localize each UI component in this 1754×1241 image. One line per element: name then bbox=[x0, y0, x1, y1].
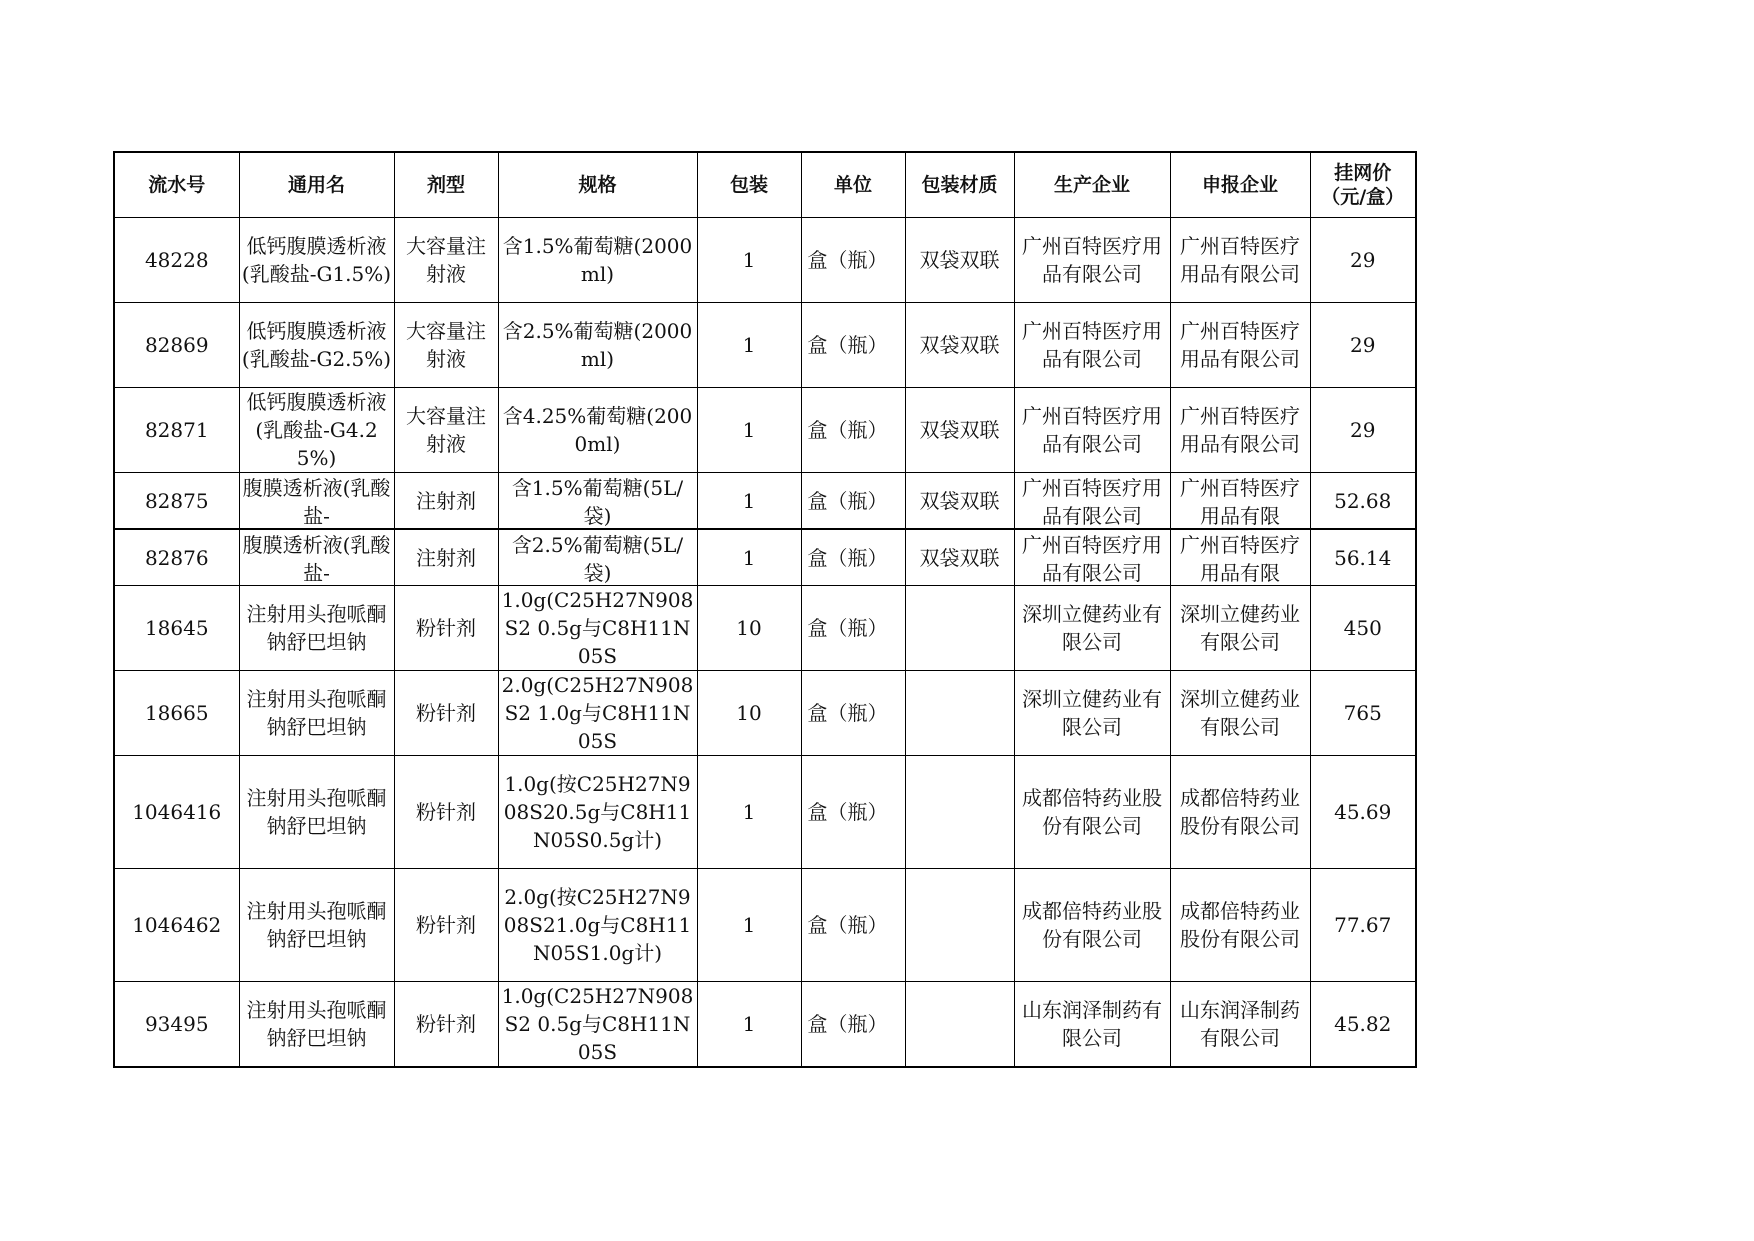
cell-applicant: 广州百特医疗用品有限 bbox=[1170, 473, 1310, 530]
cell-package: 1 bbox=[697, 303, 801, 388]
header-price: 挂网价（元/盒） bbox=[1310, 152, 1416, 218]
cell-manufacturer: 广州百特医疗用品有限公司 bbox=[1014, 303, 1170, 388]
cell-generic-name: 腹膜透析液(乳酸盐- bbox=[239, 529, 394, 586]
cell-manufacturer: 广州百特医疗用品有限公司 bbox=[1014, 388, 1170, 473]
cell-applicant: 广州百特医疗用品有限公司 bbox=[1170, 303, 1310, 388]
table-row bbox=[114, 982, 1416, 1068]
cell-package-material bbox=[905, 586, 1014, 671]
cell-manufacturer: 广州百特医疗用品有限公司 bbox=[1014, 473, 1170, 530]
cell-serial: 93495 bbox=[114, 982, 239, 1068]
table-row bbox=[114, 756, 1416, 869]
cell-specification: 含1.5%葡萄糖(5L/袋) bbox=[498, 473, 697, 530]
cell-specification: 2.0g(C25H27N908S2 1.0g与C8H11N05S bbox=[498, 671, 697, 756]
cell-applicant: 广州百特医疗用品有限 bbox=[1170, 529, 1310, 586]
cell-applicant: 成都倍特药业股份有限公司 bbox=[1170, 869, 1310, 982]
cell-price: 52.68 bbox=[1310, 473, 1416, 530]
cell-manufacturer: 成都倍特药业股份有限公司 bbox=[1014, 869, 1170, 982]
header-applicant: 申报企业 bbox=[1170, 152, 1310, 218]
cell-price: 29 bbox=[1310, 388, 1416, 473]
cell-package-material bbox=[905, 982, 1014, 1068]
cell-applicant: 成都倍特药业股份有限公司 bbox=[1170, 756, 1310, 869]
cell-unit: 盒（瓶） bbox=[801, 218, 905, 303]
cell-price: 45.82 bbox=[1310, 982, 1416, 1068]
drug-price-table bbox=[113, 151, 1417, 1068]
cell-dosage-form: 粉针剂 bbox=[394, 756, 498, 869]
cell-package-material: 双袋双联 bbox=[905, 218, 1014, 303]
cell-serial: 82871 bbox=[114, 388, 239, 473]
cell-unit: 盒（瓶） bbox=[801, 586, 905, 671]
cell-price: 450 bbox=[1310, 586, 1416, 671]
cell-serial: 1046462 bbox=[114, 869, 239, 982]
header-specification: 规格 bbox=[498, 152, 697, 218]
cell-serial: 82869 bbox=[114, 303, 239, 388]
header-serial: 流水号 bbox=[114, 152, 239, 218]
cell-package-material bbox=[905, 869, 1014, 982]
table-row bbox=[114, 671, 1416, 756]
cell-dosage-form: 大容量注射液 bbox=[394, 303, 498, 388]
cell-serial: 82875 bbox=[114, 473, 239, 530]
cell-package-material bbox=[905, 671, 1014, 756]
cell-dosage-form: 粉针剂 bbox=[394, 982, 498, 1068]
cell-manufacturer: 广州百特医疗用品有限公司 bbox=[1014, 529, 1170, 586]
cell-dosage-form: 大容量注射液 bbox=[394, 388, 498, 473]
cell-generic-name: 注射用头孢哌酮钠舒巴坦钠 bbox=[239, 982, 394, 1068]
cell-specification: 含4.25%葡萄糖(2000ml) bbox=[498, 388, 697, 473]
table-row bbox=[114, 473, 1416, 530]
cell-unit: 盒（瓶） bbox=[801, 473, 905, 530]
cell-serial: 1046416 bbox=[114, 756, 239, 869]
cell-generic-name: 低钙腹膜透析液(乳酸盐-G1.5%) bbox=[239, 218, 394, 303]
header-dosage-form: 剂型 bbox=[394, 152, 498, 218]
cell-package: 1 bbox=[697, 756, 801, 869]
table-row bbox=[114, 388, 1416, 473]
cell-specification: 含2.5%葡萄糖(5L/袋) bbox=[498, 529, 697, 586]
cell-serial: 18645 bbox=[114, 586, 239, 671]
cell-price: 45.69 bbox=[1310, 756, 1416, 869]
cell-dosage-form: 粉针剂 bbox=[394, 869, 498, 982]
cell-generic-name: 低钙腹膜透析液(乳酸盐-G4.25%) bbox=[239, 388, 394, 473]
cell-specification: 1.0g(C25H27N908S2 0.5g与C8H11N05S bbox=[498, 586, 697, 671]
header-package-material: 包装材质 bbox=[905, 152, 1014, 218]
cell-generic-name: 低钙腹膜透析液(乳酸盐-G2.5%) bbox=[239, 303, 394, 388]
header-package: 包装 bbox=[697, 152, 801, 218]
cell-dosage-form: 粉针剂 bbox=[394, 586, 498, 671]
cell-generic-name: 腹膜透析液(乳酸盐- bbox=[239, 473, 394, 530]
cell-manufacturer: 山东润泽制药有限公司 bbox=[1014, 982, 1170, 1068]
cell-generic-name: 注射用头孢哌酮钠舒巴坦钠 bbox=[239, 671, 394, 756]
cell-unit: 盒（瓶） bbox=[801, 303, 905, 388]
cell-serial: 18665 bbox=[114, 671, 239, 756]
cell-specification: 1.0g(C25H27N908S2 0.5g与C8H11N05S bbox=[498, 982, 697, 1068]
cell-unit: 盒（瓶） bbox=[801, 529, 905, 586]
cell-specification: 含1.5%葡萄糖(2000ml) bbox=[498, 218, 697, 303]
table-row bbox=[114, 303, 1416, 388]
cell-manufacturer: 深圳立健药业有限公司 bbox=[1014, 586, 1170, 671]
cell-package: 10 bbox=[697, 586, 801, 671]
cell-package: 1 bbox=[697, 869, 801, 982]
cell-package: 1 bbox=[697, 388, 801, 473]
cell-applicant: 山东润泽制药有限公司 bbox=[1170, 982, 1310, 1068]
table-row bbox=[114, 869, 1416, 982]
cell-dosage-form: 注射剂 bbox=[394, 473, 498, 530]
cell-price: 765 bbox=[1310, 671, 1416, 756]
table-row bbox=[114, 529, 1416, 586]
cell-applicant: 深圳立健药业有限公司 bbox=[1170, 671, 1310, 756]
cell-package-material: 双袋双联 bbox=[905, 303, 1014, 388]
cell-price: 29 bbox=[1310, 218, 1416, 303]
header-row bbox=[114, 152, 1416, 218]
header-generic-name: 通用名 bbox=[239, 152, 394, 218]
header-manufacturer: 生产企业 bbox=[1014, 152, 1170, 218]
cell-manufacturer: 深圳立健药业有限公司 bbox=[1014, 671, 1170, 756]
table-row bbox=[114, 218, 1416, 303]
cell-unit: 盒（瓶） bbox=[801, 756, 905, 869]
cell-generic-name: 注射用头孢哌酮钠舒巴坦钠 bbox=[239, 869, 394, 982]
cell-manufacturer: 广州百特医疗用品有限公司 bbox=[1014, 218, 1170, 303]
cell-unit: 盒（瓶） bbox=[801, 671, 905, 756]
spreadsheet-page bbox=[113, 151, 1417, 1068]
cell-price: 77.67 bbox=[1310, 869, 1416, 982]
cell-applicant: 深圳立健药业有限公司 bbox=[1170, 586, 1310, 671]
cell-applicant: 广州百特医疗用品有限公司 bbox=[1170, 218, 1310, 303]
cell-package: 1 bbox=[697, 529, 801, 586]
cell-package-material: 双袋双联 bbox=[905, 388, 1014, 473]
cell-specification: 含2.5%葡萄糖(2000ml) bbox=[498, 303, 697, 388]
header-unit: 单位 bbox=[801, 152, 905, 218]
cell-unit: 盒（瓶） bbox=[801, 982, 905, 1068]
cell-serial: 48228 bbox=[114, 218, 239, 303]
cell-generic-name: 注射用头孢哌酮钠舒巴坦钠 bbox=[239, 756, 394, 869]
cell-specification: 1.0g(按C25H27N908S20.5g与C8H11N05S0.5g计) bbox=[498, 756, 697, 869]
cell-unit: 盒（瓶） bbox=[801, 869, 905, 982]
cell-package: 1 bbox=[697, 982, 801, 1068]
cell-price: 29 bbox=[1310, 303, 1416, 388]
cell-applicant: 广州百特医疗用品有限公司 bbox=[1170, 388, 1310, 473]
cell-price: 56.14 bbox=[1310, 529, 1416, 586]
cell-package: 1 bbox=[697, 218, 801, 303]
cell-dosage-form: 大容量注射液 bbox=[394, 218, 498, 303]
cell-package-material bbox=[905, 756, 1014, 869]
cell-dosage-form: 粉针剂 bbox=[394, 671, 498, 756]
cell-package-material: 双袋双联 bbox=[905, 473, 1014, 530]
cell-generic-name: 注射用头孢哌酮钠舒巴坦钠 bbox=[239, 586, 394, 671]
cell-package: 10 bbox=[697, 671, 801, 756]
cell-package: 1 bbox=[697, 473, 801, 530]
table-row bbox=[114, 586, 1416, 671]
cell-specification: 2.0g(按C25H27N908S21.0g与C8H11N05S1.0g计) bbox=[498, 869, 697, 982]
cell-package-material: 双袋双联 bbox=[905, 529, 1014, 586]
cell-unit: 盒（瓶） bbox=[801, 388, 905, 473]
cell-dosage-form: 注射剂 bbox=[394, 529, 498, 586]
cell-manufacturer: 成都倍特药业股份有限公司 bbox=[1014, 756, 1170, 869]
cell-serial: 82876 bbox=[114, 529, 239, 586]
